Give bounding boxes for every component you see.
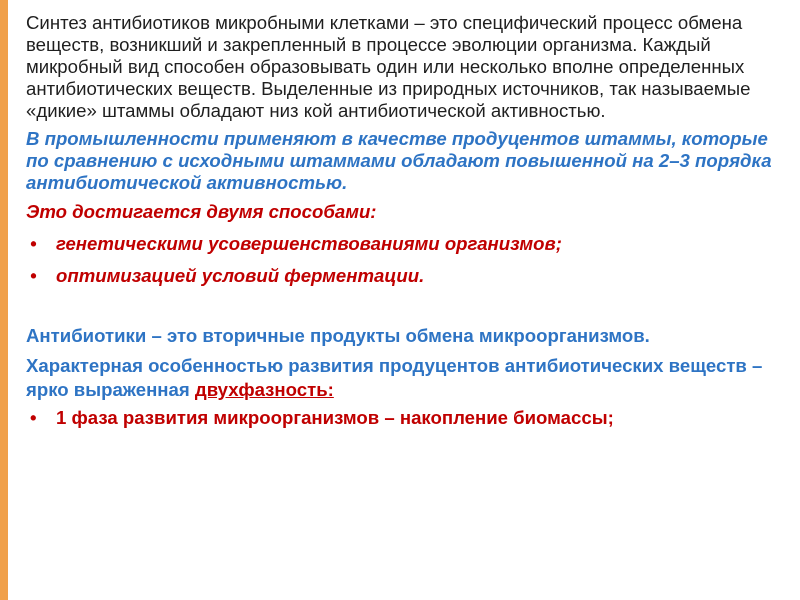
list-item: • оптимизацией условий ферментации. xyxy=(26,260,786,292)
methods-heading: Это достигается двумя способами: xyxy=(26,201,377,222)
intro-paragraph: Синтез антибиотиков микробными клетками – это специфический процесс обмена веществ, возникший и закрепленный в процессе эволюции организма. Каждый микробный вид способен образовывать один или несколько вполне определенных антибиотических веществ. Выделенные из природных источников, так называемые «дикие» штаммы обладают низ кой антибиотической активностью. xyxy=(26,12,751,121)
list-item: • 1 фаза развития микроорганизмов – накопление биомассы; xyxy=(26,406,786,430)
industry-paragraph: В промышленности применяют в качестве продуцентов штаммы, которые по сравнению с исходными штаммами обладают повышенной на 2–3 порядка антибиотической активностью. xyxy=(26,128,772,193)
accent-stripe xyxy=(0,0,8,600)
phases-list xyxy=(26,406,786,430)
definition-paragraph: Антибиотики – это вторичные продукты обмена микроорганизмов. xyxy=(26,325,650,346)
methods-list xyxy=(26,228,786,292)
list-item: • генетическими усовершенствованиями организмов; xyxy=(26,228,786,260)
feature-highlight: двухфазность: xyxy=(194,379,334,400)
slide-content xyxy=(26,12,786,430)
feature-paragraph xyxy=(26,354,786,402)
feature-text: Характерная особенностью развития продуцентов антибиотических веществ – ярко выраженная xyxy=(26,355,763,400)
